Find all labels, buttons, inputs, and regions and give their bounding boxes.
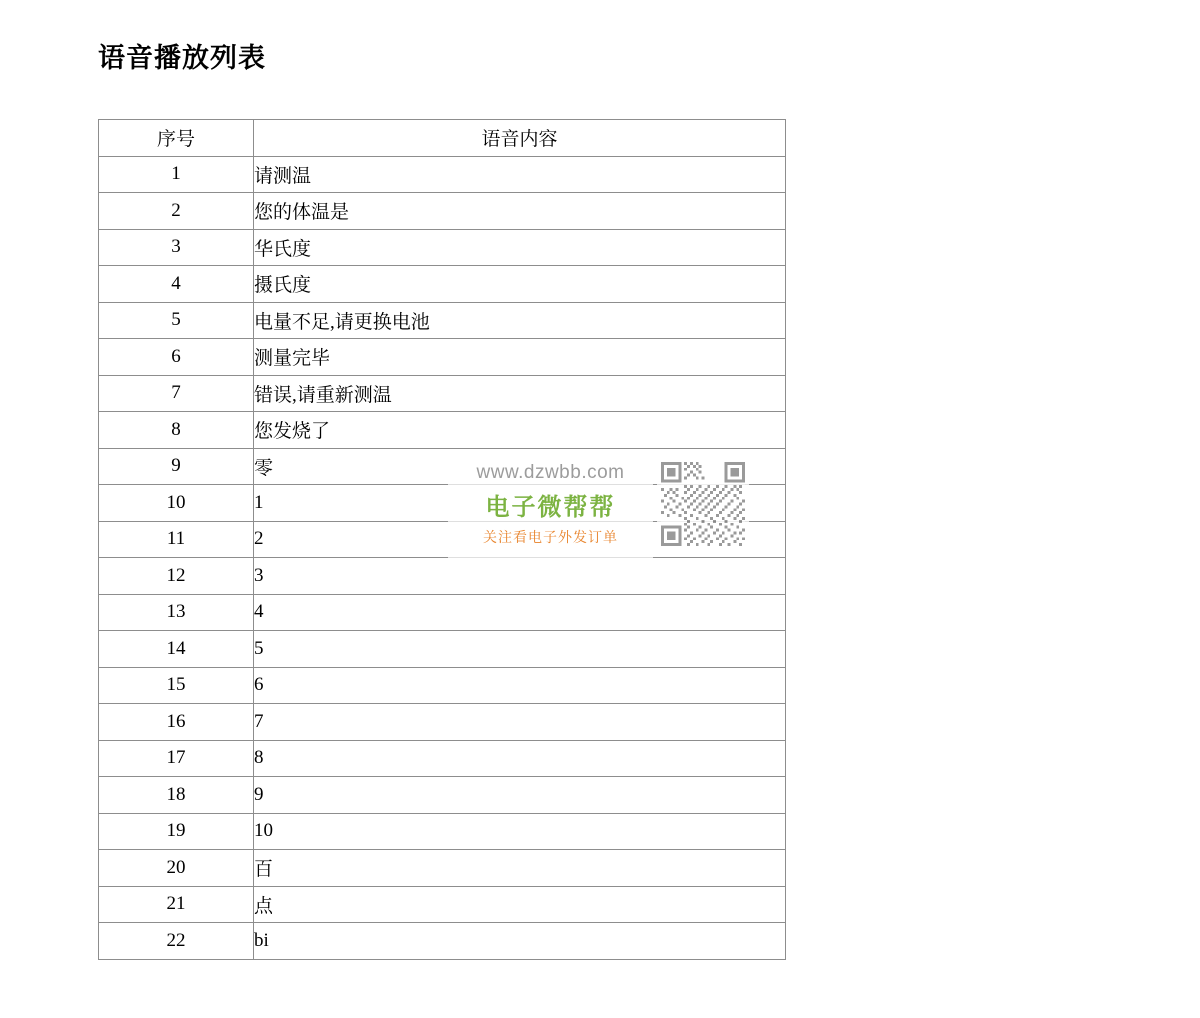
table-row	[99, 704, 786, 741]
cell-content: 测量完毕	[254, 339, 786, 376]
cell-content: 摄氏度	[254, 266, 786, 303]
table-row	[99, 339, 786, 376]
table-row	[99, 777, 786, 814]
cell-index: 21	[99, 886, 254, 923]
table-body	[99, 156, 786, 959]
table-row	[99, 412, 786, 449]
cell-content: 零	[254, 448, 786, 485]
table-row	[99, 740, 786, 777]
table-row	[99, 667, 786, 704]
table-row	[99, 923, 786, 960]
cell-content: 7	[254, 704, 786, 741]
cell-content: 电量不足,请更换电池	[254, 302, 786, 339]
cell-content: 9	[254, 777, 786, 814]
cell-index: 4	[99, 266, 254, 303]
table-row	[99, 485, 786, 522]
cell-content: 6	[254, 667, 786, 704]
cell-index: 2	[99, 193, 254, 230]
cell-index: 22	[99, 923, 254, 960]
cell-index: 20	[99, 850, 254, 887]
cell-content: 您的体温是	[254, 193, 786, 230]
cell-content: 百	[254, 850, 786, 887]
table-row	[99, 850, 786, 887]
cell-index: 6	[99, 339, 254, 376]
cell-content: bi	[254, 923, 786, 960]
watermark-brand: 电子微帮帮	[485, 494, 616, 521]
cell-content: 您发烧了	[254, 412, 786, 449]
cell-content: 10	[254, 813, 786, 850]
cell-index: 11	[99, 521, 254, 558]
page-title: 语音播放列表	[98, 43, 266, 73]
table-row	[99, 558, 786, 595]
table-row	[99, 156, 786, 193]
cell-index: 9	[99, 448, 254, 485]
table-row	[99, 886, 786, 923]
cell-index: 8	[99, 412, 254, 449]
column-header-index: 序号	[99, 120, 254, 157]
cell-index: 5	[99, 302, 254, 339]
table-row	[99, 521, 786, 558]
cell-index: 12	[99, 558, 254, 595]
cell-content: 5	[254, 631, 786, 668]
table-row	[99, 448, 786, 485]
cell-index: 14	[99, 631, 254, 668]
table-row	[99, 813, 786, 850]
cell-content: 请测温	[254, 156, 786, 193]
watermark-subtitle: 关注看电子外发订单	[483, 529, 618, 545]
cell-content: 4	[254, 594, 786, 631]
table-row	[99, 594, 786, 631]
table-header-row	[99, 120, 786, 157]
cell-index: 18	[99, 777, 254, 814]
cell-content: 8	[254, 740, 786, 777]
cell-content: 3	[254, 558, 786, 595]
table-header	[99, 120, 786, 157]
cell-index: 17	[99, 740, 254, 777]
table-row	[99, 375, 786, 412]
table-row	[99, 193, 786, 230]
cell-index: 7	[99, 375, 254, 412]
cell-content: 华氏度	[254, 229, 786, 266]
table-row	[99, 229, 786, 266]
voice-list-table	[98, 119, 786, 960]
cell-index: 3	[99, 229, 254, 266]
table-row	[99, 302, 786, 339]
column-header-content: 语音内容	[254, 120, 786, 157]
cell-index: 16	[99, 704, 254, 741]
cell-index: 13	[99, 594, 254, 631]
cell-content: 2	[254, 521, 786, 558]
cell-index: 19	[99, 813, 254, 850]
cell-index: 10	[99, 485, 254, 522]
cell-content: 点	[254, 886, 786, 923]
table-row	[99, 631, 786, 668]
cell-content: 1	[254, 485, 786, 522]
cell-index: 15	[99, 667, 254, 704]
table-row	[99, 266, 786, 303]
watermark-url: www.dzwbb.com	[476, 462, 625, 483]
cell-content: 错误,请重新测温	[254, 375, 786, 412]
voice-list-table-container	[98, 119, 785, 960]
cell-index: 1	[99, 156, 254, 193]
